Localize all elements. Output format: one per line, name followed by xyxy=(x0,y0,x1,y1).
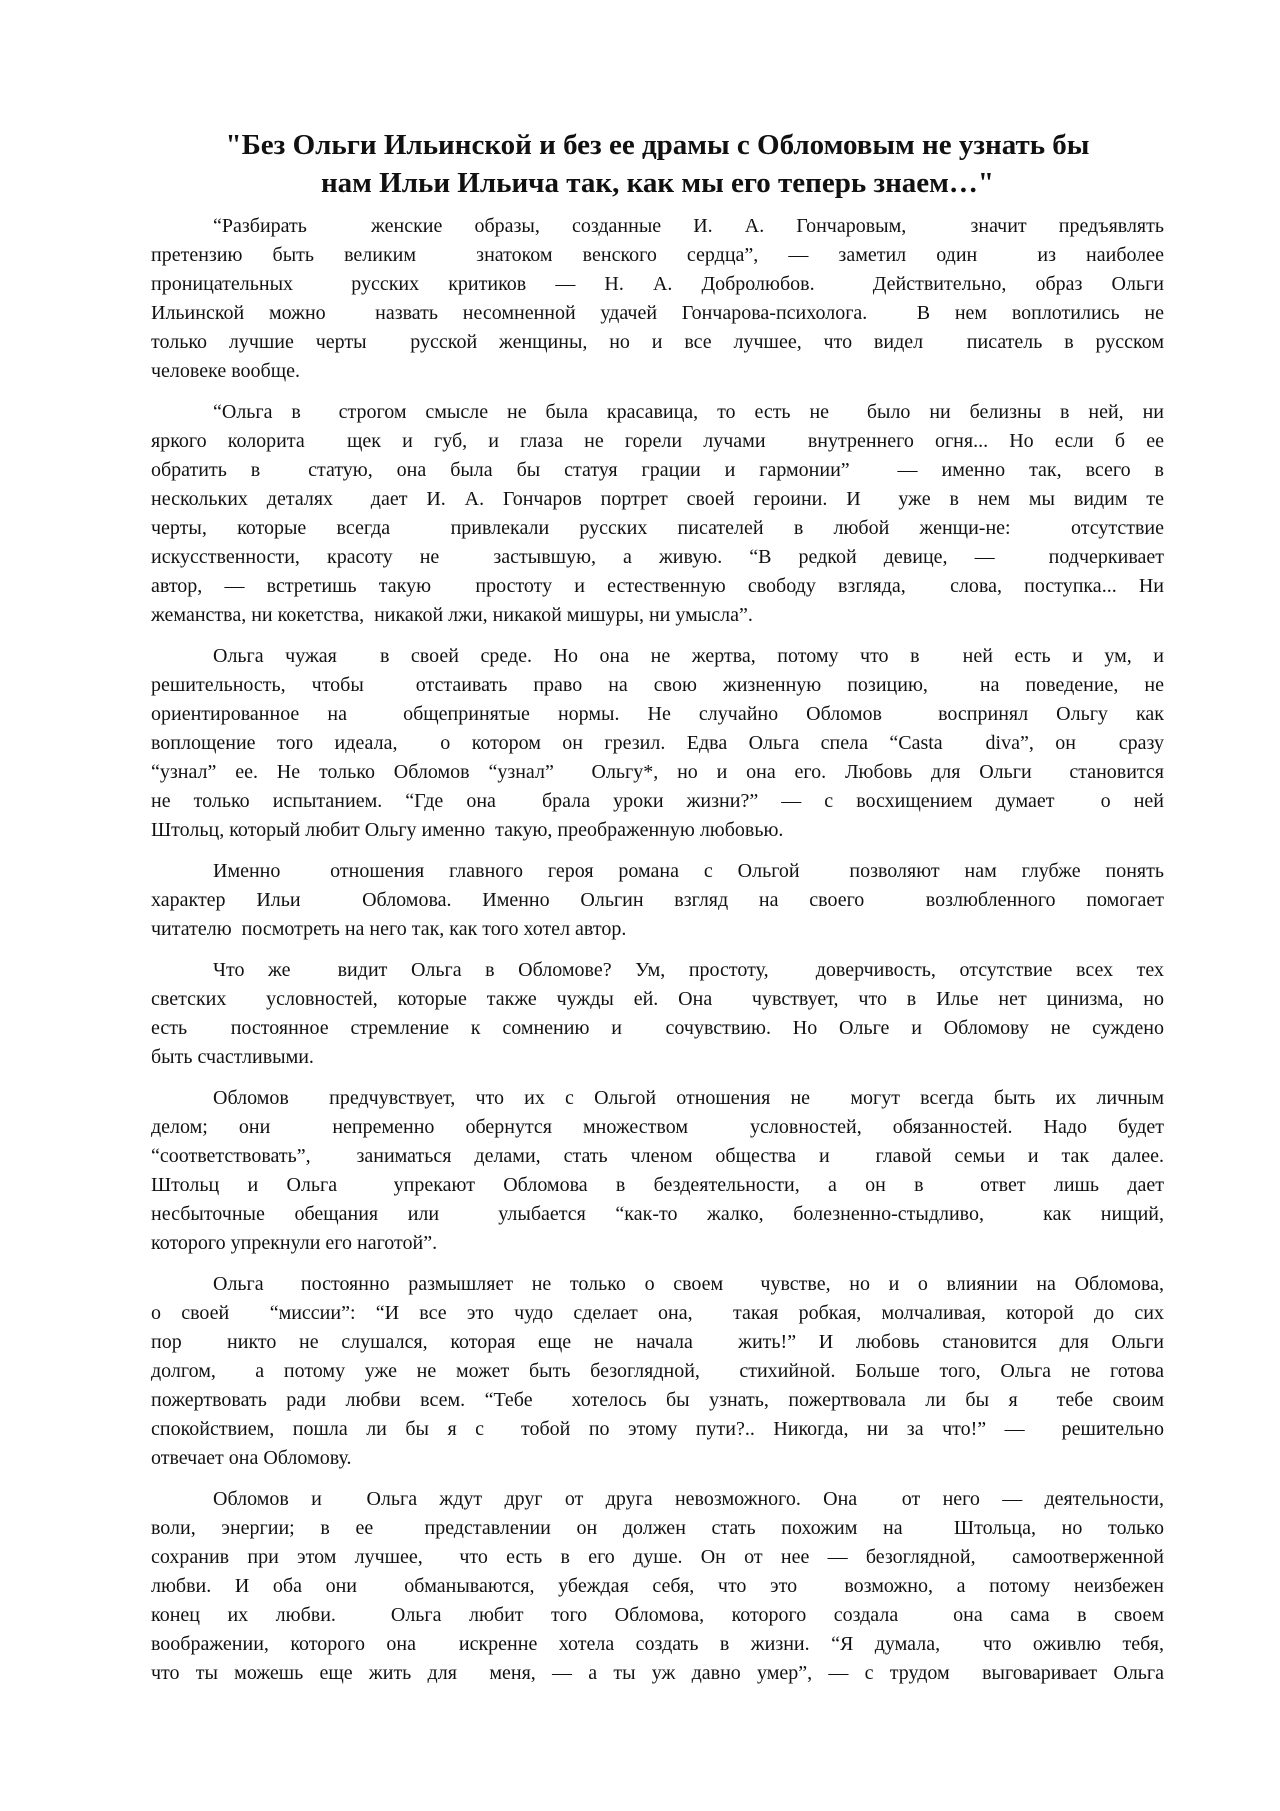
paragraph xyxy=(151,398,1164,630)
text-line: “Ольга в строгом смысле не была красавица, то есть не было ни белизны в ней, ни xyxy=(213,401,1164,423)
text-line: Что же видит Ольга в Обломове? Ум, простоту, доверчивость, отсутствие всех тех xyxy=(213,959,1164,981)
text-line: что ты можешь еще жить для меня, — а ты уж давно умер”, — с трудом выговаривает Ольга xyxy=(151,1662,1164,1684)
text-line: Ольга постоянно размышляет не только о своем чувстве, но и о влиянии на Обломова, xyxy=(213,1273,1164,1295)
text-line: решительность, чтобы отстаивать право на свою жизненную позицию, на поведение, не xyxy=(151,674,1164,696)
text-line: ориентированное на общепринятые нормы. Не случайно Обломов воспринял Ольгу как xyxy=(151,703,1164,725)
text-line: которого упрекнули его наготой”. xyxy=(151,1232,438,1254)
paragraph xyxy=(151,857,1164,944)
text-line: “Разбирать женские образы, созданные И. А. Гончаровым, значит предъявлять xyxy=(213,215,1164,237)
text-line: любви. И оба они обманываются, убеждая себя, что это возможно, а потому неизбежен xyxy=(151,1575,1164,1597)
text-line: воображении, которого она искренне хотела создать в жизни. “Я думала, что оживлю тебя, xyxy=(151,1633,1164,1655)
text-line: несбыточные обещания или улыбается “как-то жалко, болезненно-стыдливо, как нищий, xyxy=(151,1203,1164,1225)
text-line: Обломов предчувствует, что их с Ольгой отношения не могут всегда быть их личным xyxy=(213,1087,1164,1109)
text-line: делом; они непременно обернутся множеством условностей, обязанностей. Надо будет xyxy=(151,1116,1164,1138)
document-body xyxy=(151,212,1164,1700)
text-line: яркого колорита щек и губ, и глаза не горели лучами внутреннего огня... Но если б ее xyxy=(151,430,1164,452)
paragraph xyxy=(151,1485,1164,1688)
text-line: пожертвовать ради любви всем. “Тебе хотелось бы узнать, пожертвовала ли бы я тебе своим xyxy=(151,1389,1164,1411)
text-line: только лучшие черты русской женщины, но и все лучшее, что видел писатель в русском xyxy=(151,331,1164,353)
text-line: долгом, а потому уже не может быть безоглядной, стихийной. Больше того, Ольга не готова xyxy=(151,1360,1164,1382)
text-line: характер Ильи Обломова. Именно Ольгин взгляд на своего возлюбленного помогает xyxy=(151,889,1164,911)
text-line: Штольц и Ольга упрекают Обломова в бездеятельности, а он в ответ лишь дает xyxy=(151,1174,1164,1196)
text-line: не только испытанием. “Где она брала уроки жизни?” — с восхищением думает о ней xyxy=(151,790,1164,812)
text-line: нескольких деталях дает И. А. Гончаров портрет своей героини. И уже в нем мы видим те xyxy=(151,488,1164,510)
text-line: Ольга чужая в своей среде. Но она не жертва, потому что в ней есть и ум, и xyxy=(213,645,1164,667)
text-line: Штольц, который любит Ольгу именно такую, преображенную любовью. xyxy=(151,819,784,841)
text-line: жеманства, ни кокетства, никакой лжи, никакой мишуры, ни умысла”. xyxy=(151,604,753,626)
title-line: нам Ильи Ильича так, как мы его теперь знаем…" xyxy=(320,167,995,199)
text-line: автор, — встретишь такую простоту и естественную свободу взгляда, слова, поступка... Ни xyxy=(151,575,1164,597)
text-line: проницательных русских критиков — Н. А. Добролюбов. Действительно, образ Ольги xyxy=(151,273,1164,295)
text-line: искусственности, красоту не застывшую, а живую. “В редкой девице, — подчеркивает xyxy=(151,546,1164,568)
text-line: о своей “миссии”: “И все это чудо сделает она, такая робкая, молчаливая, которой до сих xyxy=(151,1302,1164,1324)
paragraph xyxy=(151,1270,1164,1473)
text-line: Ильинской можно назвать несомненной удачей Гончарова-психолога. В нем воплотились не xyxy=(151,302,1164,324)
text-line: воли, энергии; в ее представлении он должен стать похожим на Штольца, но только xyxy=(151,1517,1164,1539)
text-line: человеке вообще. xyxy=(151,360,300,382)
document-title xyxy=(120,126,1195,202)
text-line: пор никто не слушался, которая еще не начала жить!” И любовь становится для Ольги xyxy=(151,1331,1164,1353)
text-line: “соответствовать”, заниматься делами, стать членом общества и главой семьи и так далее. xyxy=(151,1145,1164,1167)
text-line: сохранив при этом лучшее, что есть в его душе. Он от нее — безоглядной, самоотверженной xyxy=(151,1546,1164,1568)
text-line: воплощение того идеала, о котором он грезил. Едва Ольга спела “Casta diva”, он сразу xyxy=(151,732,1164,754)
text-line: светских условностей, которые также чужды ей. Она чувствует, что в Илье нет цинизма, но xyxy=(151,988,1164,1010)
text-line: отвечает она Обломову. xyxy=(151,1447,352,1469)
text-line: конец их любви. Ольга любит того Обломова, которого создала она сама в своем xyxy=(151,1604,1164,1626)
paragraph xyxy=(151,212,1164,386)
text-line: быть счастливыми. xyxy=(151,1046,314,1068)
title-line: "Без Ольги Ильинской и без ее драмы с Обломовым не узнать бы xyxy=(225,129,1090,161)
text-line: есть постоянное стремление к сомнению и сочувствию. Но Ольге и Обломову не суждено xyxy=(151,1017,1164,1039)
text-line: спокойствием, пошла ли бы я с тобой по этому пути?.. Никогда, ни за что!” — решительно xyxy=(151,1418,1164,1440)
paragraph xyxy=(151,956,1164,1072)
paragraph xyxy=(151,642,1164,845)
text-line: Обломов и Ольга ждут друг от друга невозможного. Она от него — деятельности, xyxy=(213,1488,1164,1510)
text-line: претензию быть великим знатоком венского сердца”, — заметил один из наиболее xyxy=(151,244,1164,266)
text-line: “узнал” ее. Не только Обломов “узнал” Ольгу*, но и она его. Любовь для Ольги становится xyxy=(151,761,1164,783)
text-line: обратить в статую, она была бы статуя грации и гармонии” — именно так, всего в xyxy=(151,459,1164,481)
text-line: Именно отношения главного героя романа с Ольгой позволяют нам глубже понять xyxy=(213,860,1164,882)
paragraph xyxy=(151,1084,1164,1258)
text-line: читателю посмотреть на него так, как того хотел автор. xyxy=(151,918,627,940)
text-line: черты, которые всегда привлекали русских писателей в любой женщи-не: отсутствие xyxy=(151,517,1164,539)
